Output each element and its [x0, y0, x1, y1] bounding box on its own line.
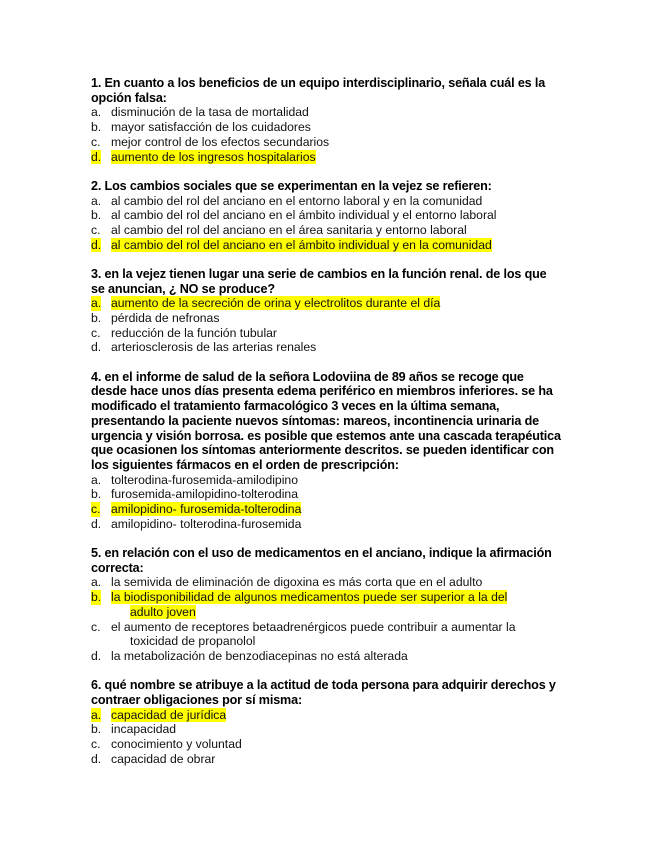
option-letter: a. [91, 193, 102, 208]
answer-option-d [91, 150, 561, 165]
option-text-continuation: toxicidad de propanolol [130, 634, 256, 649]
option-letter: d. [91, 149, 102, 164]
answer-option-a [91, 708, 561, 723]
answer-option-d [91, 517, 561, 532]
option-letter: c. [91, 134, 101, 149]
option-text: capacidad de obrar [111, 751, 216, 766]
answer-option-d [91, 649, 561, 664]
option-text: la biodisponibilidad de algunos medicamentos puede ser superior a la del [111, 590, 508, 605]
question-6 [91, 678, 561, 766]
answer-option-d [91, 340, 561, 355]
option-text: al cambio del rol del anciano en el entorno laboral y en la comunidad [111, 193, 483, 208]
option-text: la semivida de eliminación de digoxina es más corta que en el adulto [111, 575, 483, 590]
option-letter: a. [91, 296, 102, 311]
question-title: 1. En cuanto a los beneficios de un equipo interdisciplinario, señala cuál es la opción falsa: [91, 76, 546, 105]
answer-option-d [91, 752, 561, 767]
option-letter: d. [91, 751, 102, 766]
answer-option-a [91, 296, 561, 311]
option-text: tolterodina-furosemida-amilodipino [111, 472, 298, 487]
option-letter: d. [91, 237, 102, 252]
answer-option-b [91, 590, 561, 619]
question-title: 4. en el informe de salud de la señora Lodoviina de 89 años se recoge que desde hace unos días presenta edema periférico en miembros inferiores. se ha modificado el tratamiento farmacológico 3 veces en la última semana, presentando la paciente nuevos síntomas: mareos, incontinencia urinaria de urgencia y visión borrosa. es posible que estemos ante una cascada terapéutica que ocasionen los síntomas anteriormente descritos. se pueden identificar con los siguientes fármacos en el orden de prescripción: [91, 369, 561, 472]
answer-option-a [91, 194, 561, 209]
option-text: al cambio del rol del anciano en el ámbito individual y en la comunidad [111, 237, 492, 252]
option-text: incapacidad [111, 722, 177, 737]
option-text: mayor satisfacción de los cuidadores [111, 120, 311, 135]
option-text: aumento de la secreción de orina y electrolitos durante el día [111, 296, 441, 311]
option-text: la metabolización de benzodiacepinas no está alterada [111, 648, 408, 663]
question-title: 2. Los cambios sociales que se experimentan en la vejez se refieren: [91, 178, 492, 193]
option-letter: d. [91, 340, 102, 355]
question-title: 6. qué nombre se atribuye a la actitud de toda persona para adquirir derechos y contraer obligaciones por sí misma: [91, 678, 556, 707]
answer-option-b [91, 120, 561, 135]
answer-option-b [91, 311, 561, 326]
option-text: pérdida de nefronas [111, 311, 220, 326]
option-text: furosemida-amilopidino-tolterodina [111, 487, 298, 502]
option-letter: d. [91, 648, 102, 663]
question-3 [91, 267, 561, 355]
option-letter: b. [91, 311, 102, 326]
option-letter: a. [91, 575, 102, 590]
question-4 [91, 370, 561, 532]
option-text: amilopidino- furosemida-tolterodina [111, 502, 302, 517]
answer-option-c [91, 326, 561, 341]
option-letter: c. [91, 325, 101, 340]
answer-option-a [91, 105, 561, 120]
answer-option-b [91, 487, 561, 502]
answer-option-c [91, 502, 561, 517]
option-text-continuation: adulto joven [130, 604, 196, 619]
answer-option-c [91, 737, 561, 752]
option-text: al cambio del rol del anciano en el ámbito individual y el entorno laboral [111, 208, 497, 223]
option-letter: b. [91, 208, 102, 223]
answer-option-d [91, 238, 561, 253]
answer-option-b [91, 722, 561, 737]
option-text: reducción de la función tubular [111, 325, 277, 340]
quiz-document [91, 76, 561, 781]
option-letter: a. [91, 472, 102, 487]
option-letter: c. [91, 502, 101, 517]
question-5 [91, 546, 561, 664]
option-text: aumento de los ingresos hospitalarios [111, 149, 316, 164]
option-text: disminución de la tasa de mortalidad [111, 105, 309, 120]
option-text: conocimiento y voluntad [111, 737, 242, 752]
option-letter: c. [91, 737, 101, 752]
question-title: 3. en la vejez tienen lugar una serie de cambios en la función renal. de los que se anuncian, ¿ NO se produce? [91, 266, 547, 296]
question-2 [91, 179, 561, 253]
option-text: mejor control de los efectos secundarios [111, 134, 330, 149]
answer-option-c [91, 620, 561, 649]
answer-option-b [91, 208, 561, 223]
option-text: amilopidino- tolterodina-furosemida [111, 516, 302, 531]
option-letter: b. [91, 120, 102, 135]
option-letter: b. [91, 590, 102, 605]
option-letter: b. [91, 722, 102, 737]
option-letter: a. [91, 105, 102, 120]
answer-option-a [91, 473, 561, 488]
question-title: 5. en relación con el uso de medicamentos en el anciano, indique la afirmación correcta: [91, 546, 552, 575]
answer-option-c [91, 223, 561, 238]
question-1 [91, 76, 561, 164]
option-letter: a. [91, 707, 102, 722]
answer-option-c [91, 135, 561, 150]
option-letter: d. [91, 516, 102, 531]
option-text: capacidad de jurídica [111, 707, 227, 722]
option-letter: b. [91, 487, 102, 502]
option-text: al cambio del rol del anciano en el área sanitaria y entorno laboral [111, 222, 467, 237]
answer-option-a [91, 575, 561, 590]
option-text: el aumento de receptores betaadrenérgicos puede contribuir a aumentar la [111, 619, 516, 634]
option-letter: c. [91, 222, 101, 237]
option-letter: c. [91, 619, 101, 634]
option-text: arteriosclerosis de las arterias renales [111, 340, 317, 355]
